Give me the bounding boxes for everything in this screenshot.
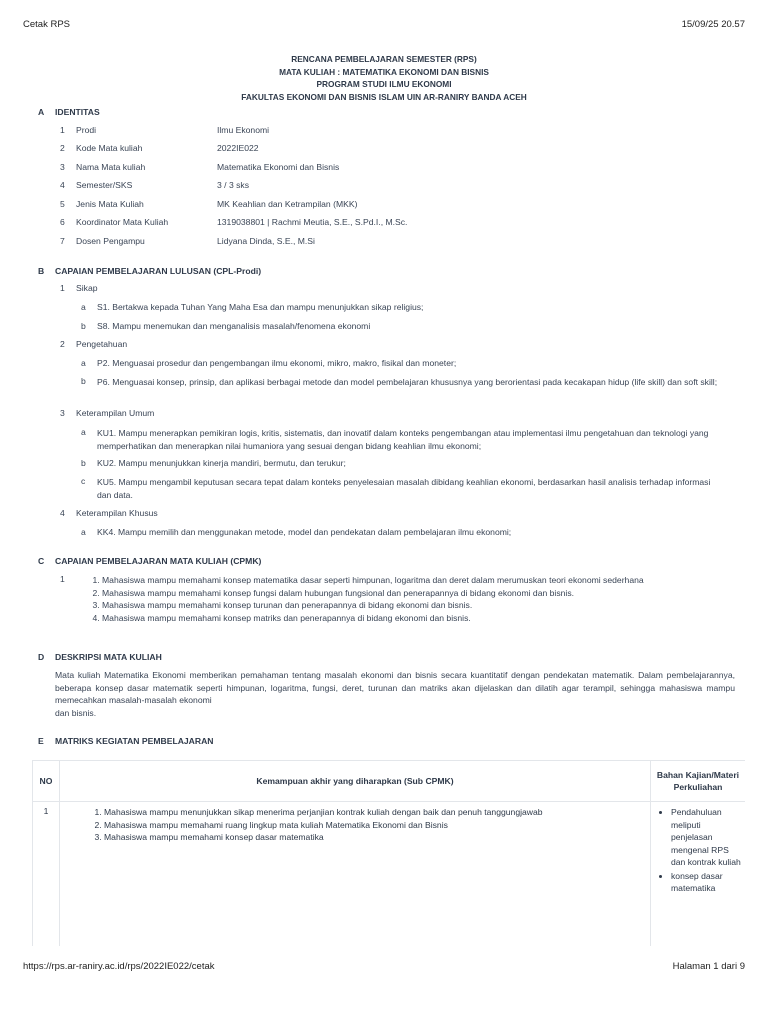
identitas-row-number: 4: [60, 180, 65, 190]
cpl-item-text: S8. Mampu menemukan dan menganalisis masalah/fenomena ekonomi: [97, 321, 371, 331]
sub-cpmk-item: 3. Mahasiswa mampu memahami konsep dasar matematika: [104, 831, 646, 844]
document-title: [0, 53, 768, 103]
identitas-row-label: Jenis Mata Kuliah: [76, 199, 144, 209]
identitas-row-number: 3: [60, 162, 65, 172]
sub-cpmk-cell: [60, 802, 651, 947]
section-title: CAPAIAN PEMBELAJARAN MATA KULIAH (CPMK): [55, 556, 262, 566]
identitas-row-label: Semester/SKS: [76, 180, 133, 190]
identitas-row-value: 2022IE022: [217, 143, 259, 153]
cpmk-item: 4. Mahasiswa mampu memahami konsep matriks dan penerapannya di bidang ekonomi dan bisnis.: [102, 612, 644, 625]
cpl-item-text: KU2. Mampu menunjukkan kinerja mandiri, bermutu, dan terukur;: [97, 458, 346, 468]
section-title: DESKRIPSI MATA KULIAH: [55, 652, 162, 662]
section-letter: D: [38, 652, 45, 662]
identitas-row-value: MK Keahlian dan Ketrampilan (MKK): [217, 199, 358, 209]
title-line: RENCANA PEMBELAJARAN SEMESTER (RPS): [291, 54, 477, 64]
identitas-row-number: 5: [60, 199, 65, 209]
identitas-row-label: Prodi: [76, 125, 97, 135]
cpl-group-number: 2: [60, 339, 65, 349]
cpl-group-number: 3: [60, 408, 65, 418]
section-title: MATRIKS KEGIATAN PEMBELAJARAN: [55, 736, 214, 746]
learning-matrix-table: [32, 760, 745, 946]
cpl-item-letter: a: [81, 358, 86, 368]
print-datetime: 15/09/25 20.57: [681, 19, 745, 30]
identitas-row-label: Kode Mata kuliah: [76, 143, 143, 153]
cpl-group-label: Keterampilan Umum: [76, 408, 155, 418]
cpl-group-label: Pengetahuan: [76, 339, 128, 349]
column-header-no: NO: [33, 761, 60, 802]
section-letter: A: [38, 107, 45, 117]
identitas-row-number: 1: [60, 125, 65, 135]
title-line: MATA KULIAH : MATEMATIKA EKONOMI DAN BISNIS: [279, 66, 489, 77]
course-description-end: dan bisnis.: [55, 708, 97, 718]
sub-cpmk-item: 1. Mahasiswa mampu menunjukkan sikap menerima perjanjian kontrak kuliah dengan baik dan penuh tanggungjawab: [104, 806, 646, 819]
cpl-group-label: Sikap: [76, 283, 98, 293]
identitas-row-value: Lidyana Dinda, S.E., M.Si: [217, 236, 315, 246]
cpl-item-text: P6. Menguasai konsep, prinsip, dan aplikasi berbagai metode dan model pembelajaran khususnya yang berorientasi pada kecakapan hidup (life skill) dan soft skill;: [97, 377, 718, 387]
section-title: CAPAIAN PEMBELAJARAN LULUSAN (CPL-Prodi): [55, 266, 262, 276]
title-line: FAKULTAS EKONOMI DAN BISNIS ISLAM UIN AR-RANIRY BANDA ACEH: [241, 91, 527, 102]
bahan-kajian-cell: [651, 802, 746, 947]
cpmk-list: [50, 574, 644, 624]
cpl-group-label: Keterampilan Khusus: [76, 508, 158, 518]
section-cpmk-heading: [38, 556, 261, 566]
section-identitas-heading: [38, 107, 100, 117]
identitas-row-number: 2: [60, 143, 65, 153]
cpl-item-text: KU5. Mampu mengambil keputusan secara tepat dalam konteks penyelesaian masalah dibidang keahlian ekonomi, berdasarkan hasil analisis terhadap informasi dan data.: [97, 477, 711, 500]
print-header: [23, 19, 745, 30]
cpl-item-letter: a: [81, 527, 86, 537]
page-url: https://rps.ar-raniry.ac.id/rps/2022IE022/cetak: [23, 961, 215, 972]
section-title: IDENTITAS: [55, 107, 100, 117]
identitas-row-label: Koordinator Mata Kuliah: [76, 217, 169, 227]
cpl-item-text: KK4. Mampu memilih dan menggunakan metode, model dan pendekatan dalam pembelajaran ilmu ekonomi;: [97, 527, 512, 537]
section-deskripsi-heading: [38, 652, 162, 662]
row-number: 1: [33, 802, 60, 947]
identitas-row-value: Ilmu Ekonomi: [217, 125, 270, 135]
identitas-row-value: 3 / 3 sks: [217, 180, 249, 190]
identitas-row-number: 6: [60, 217, 65, 227]
column-header-sub-cpmk: Kemampuan akhir yang diharapkan (Sub CPMK): [60, 761, 651, 802]
cpl-item-text: P2. Menguasai prosedur dan pengembangan ilmu ekonomi, mikro, makro, fisikal dan moneter;: [97, 358, 457, 368]
identitas-row-number: 7: [60, 236, 65, 246]
cpl-item-text: KU1. Mampu menerapkan pemikiran logis, kritis, sistematis, dan inovatif dalam konteks pengembangan atau implementasi ilmu pengetahuan dan teknologi yang memperhatikan dan menerapkan nilai humaniora yang sesuai dengan bidang keahlian ilmu ekonomi;: [97, 428, 709, 451]
cpl-item-letter: a: [81, 427, 86, 437]
cpmk-item: 2. Mahasiswa mampu memahami konsep fungsi dalam hubungan fungsional dan penerapannya di bidang ekonomi dan bisnis.: [102, 587, 644, 600]
cpl-group-number: 1: [60, 283, 65, 293]
section-letter: C: [38, 556, 45, 566]
sub-cpmk-list: [64, 806, 646, 844]
column-header-bahan-kajian: Bahan Kajian/Materi Perkuliahan: [651, 761, 746, 802]
cpl-group-number: 4: [60, 508, 65, 518]
print-footer: [23, 961, 745, 972]
cpl-item-letter: b: [81, 458, 86, 468]
cpl-item-text: S1. Bertakwa kepada Tuhan Yang Maha Esa dan mampu menunjukkan sikap religius;: [97, 302, 424, 312]
section-letter: B: [38, 266, 45, 276]
page-number: Halaman 1 dari 9: [672, 961, 745, 972]
cpl-item-letter: c: [81, 476, 86, 486]
sub-cpmk-item: 2. Mahasiswa mampu memahami ruang lingkup mata kuliah Matematika Ekonomi dan Bisnis: [104, 819, 646, 832]
cpl-item-letter: b: [81, 321, 86, 331]
cpmk-number: 1: [60, 574, 65, 584]
bahan-kajian-item: • konsep dasar matematika: [671, 870, 741, 895]
identitas-row-value: Matematika Ekonomi dan Bisnis: [217, 162, 340, 172]
section-letter: E: [38, 736, 44, 746]
identitas-row-value: 1319038801 | Rachmi Meutia, S.E., S.Pd.I., M.Sc.: [217, 217, 408, 227]
print-title: Cetak RPS: [23, 19, 70, 30]
title-line: PROGRAM STUDI ILMU EKONOMI: [316, 79, 452, 89]
section-matriks-heading: [38, 736, 214, 746]
table-row: [33, 802, 746, 947]
identitas-row-label: Dosen Pengampu: [76, 236, 145, 246]
table-header-row: [33, 761, 746, 802]
cpmk-item: 3. Mahasiswa mampu memahami konsep turunan dan penerapannya di bidang ekonomi dan bisnis.: [102, 599, 644, 612]
bahan-kajian-list: [655, 806, 741, 895]
course-description: Mata kuliah Matematika Ekonomi memberikan pemahaman tentang masalah ekonomi dan bisnis secara kuantitatif dengan pendekatan matematik. Dalam pembelajarannya, beberapa konsep dasar matematik seperti himpunan, logaritma, fungsi, deret, turunan dan matriks akan dijelaskan dan dilatih agar terampil, sehingga mahasiswa mampu memecahkan masalah-masalah ekonomi: [55, 670, 735, 705]
section-cpl-heading: [38, 266, 261, 276]
cpl-item-letter: b: [81, 376, 86, 386]
cpmk-item: 1. Mahasiswa mampu memahami konsep matematika dasar seperti himpunan, logaritma dan deret dalam merumuskan teori ekonomi sederhana: [102, 574, 644, 587]
identitas-row-label: Nama Mata kuliah: [76, 162, 146, 172]
bahan-kajian-item: • Pendahuluan meliputi penjelasan mengenal RPS dan kontrak kuliah: [671, 806, 741, 869]
cpl-item-letter: a: [81, 302, 86, 312]
